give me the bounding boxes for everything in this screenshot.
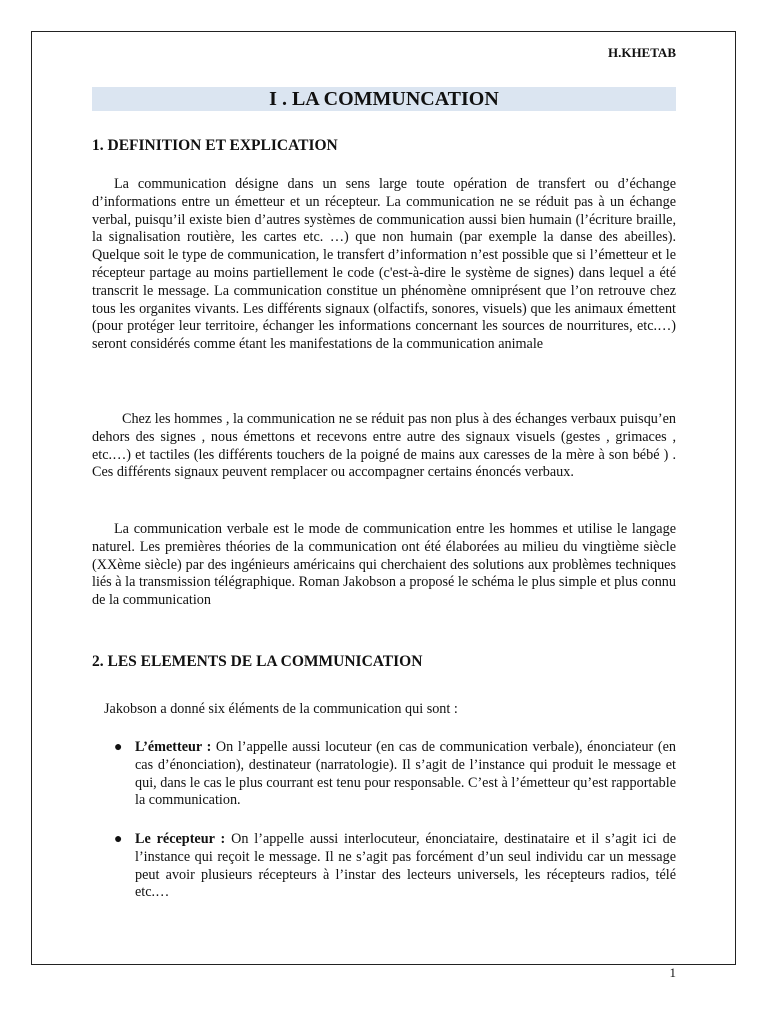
definition-recepteur: On l’appelle aussi interlocuteur, énonciataire, destinataire et il s’agit ici de l’instance qui reçoit le message. Il ne s’agit pas forcément d’un seul individu car un message peut avoir plusieurs récepteurs à l’instar des lecteurs universels, les récepteurs radios, télé etc.…: [135, 831, 676, 901]
bullet-icon: ●: [114, 832, 123, 847]
header-author: H.KHETAB: [607, 45, 676, 60]
elements-list: [110, 739, 676, 810]
section-heading-elements: 2. LES ELEMENTS DE LA COMMUNICATION: [92, 653, 423, 670]
term-emetteur: L’émetteur :: [135, 739, 212, 755]
elements-list-2: [110, 831, 676, 902]
page-border: [31, 31, 736, 965]
paragraph-verbal-communication: La communication verbale est le mode de communication entre les hommes et utilise le langage naturel. Les premières théories de la communication ont été élaborées au milieu du vingtième siècle (XXème siècle) par des ingénieurs américains qui cherchaient des solutions aux problèmes techniques liés à la transmission télégraphique. Roman Jakobson a proposé le schéma le plus simple et plus connu de la communication: [92, 521, 676, 609]
bullet-icon: ●: [114, 740, 123, 755]
list-item-recepteur: [110, 831, 676, 902]
definition-emetteur: On l’appelle aussi locuteur (en cas de communication verbale), énonciateur (en cas d’énonciation), destinateur (narratologie). Il s’agit de l’instance qui produit le message et qui, dans le cas le plus courrant est tenu pour responsable. C’est à l’émetteur qu’est rapportable la communication.: [135, 739, 676, 809]
elements-intro: Jakobson a donné six éléments de la communication qui sont :: [104, 701, 458, 717]
paragraph-human-communication: Chez les hommes , la communication ne se réduit pas non plus à des échanges verbaux puisqu’en dehors des signes , nous émettons et recevons entre autre des signaux visuels (gestes , grimaces , etc.…) et tactiles (les différents touchers de la poigné de mains aux caresses de la mère à son bébé ) . Ces différents signaux peuvent remplacer ou accompagner certains énoncés verbaux.: [92, 411, 676, 481]
term-recepteur: Le récepteur :: [135, 831, 226, 847]
section-heading-definition: 1. DEFINITION ET EXPLICATION: [92, 137, 338, 154]
paragraph-definition: La communication désigne dans un sens large toute opération de transfert ou d’échange d’informations entre un émetteur et un récepteur. La communication ne se réduit pas à un échange verbal, puisqu’il existe bien d’autres systèmes de communication aussi bien humain (l’écriture braille, la signalisation routière, les cartes etc. …) que non humain (par exemple la danse des abeilles). Quelque soit le type de communication, le transfert d’information n’est possible que si l’émetteur et le récepteur partage au moins partiellement le code (c'est-à-dire le système de signes) dans lequel a été transcrit le message. La communication constitue un phénomène omniprésent que l’on retrouve chez tous les organites vivants. Les différents signaux (olfactifs, sonores, visuels) que les animaux émettent (pour protéger leur territoire, échanger les informations concernant les sources de nourritures, etc.…) seront considérés comme étant les manifestations de la communication animale: [92, 176, 676, 353]
document-title: I . LA COMMUNCATION: [92, 87, 676, 111]
page-number: 1: [669, 965, 676, 980]
list-item-emetteur: [110, 739, 676, 810]
